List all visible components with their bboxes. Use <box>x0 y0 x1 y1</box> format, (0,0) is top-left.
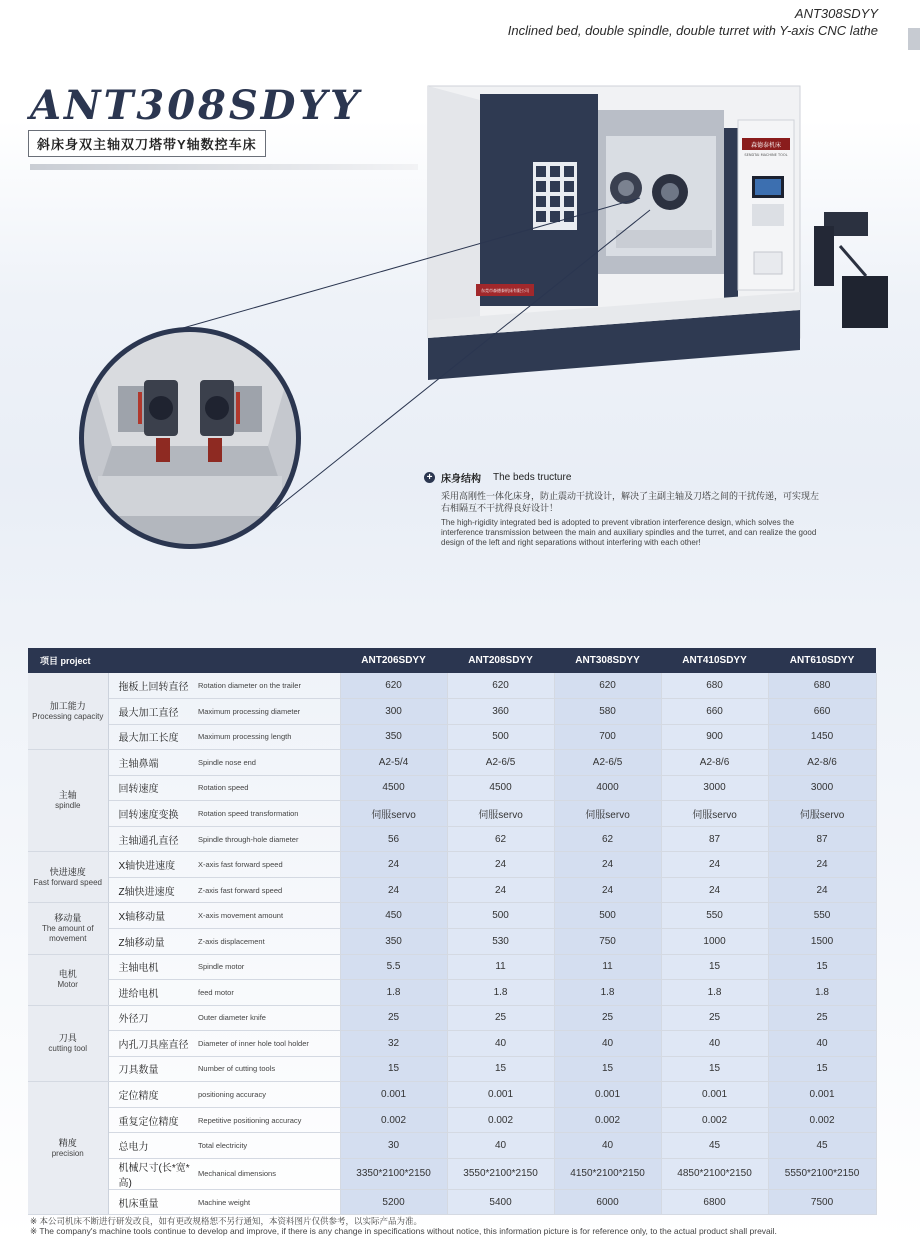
spec-value: 15 <box>554 1056 661 1082</box>
spec-value: 660 <box>768 699 876 725</box>
spec-item-cn: 拖板上回转直径 <box>108 673 198 699</box>
spec-value: 87 <box>768 826 876 852</box>
spec-value: 5.5 <box>340 954 447 980</box>
spec-row <box>28 903 876 929</box>
spec-value: A2-8/6 <box>768 750 876 776</box>
spec-item-cn: 进给电机 <box>108 980 198 1006</box>
spec-group-en: Fast forward speed <box>33 877 102 887</box>
spec-value: 1000 <box>661 928 768 954</box>
spec-value: 620 <box>447 673 554 699</box>
spec-group-cn: 移动量 <box>54 912 82 923</box>
spec-item-cn: 主轴鼻端 <box>108 750 198 776</box>
spec-item-en: Total electricity <box>198 1133 340 1159</box>
spec-group-en: cutting tool <box>48 1043 88 1053</box>
spec-item-en: Rotation diameter on the trailer <box>198 673 340 699</box>
spec-value: 32 <box>340 1031 447 1057</box>
spec-value: 15 <box>768 1056 876 1082</box>
spec-value: 24 <box>340 877 447 903</box>
spec-item-en: Diameter of inner hole tool holder <box>198 1031 340 1057</box>
spec-group-en: The amount of movement <box>41 923 94 943</box>
spec-value: 56 <box>340 826 447 852</box>
spec-item-cn: X轴快进速度 <box>108 852 198 878</box>
spec-value: 550 <box>661 903 768 929</box>
spec-value: 500 <box>447 724 554 750</box>
spec-row <box>28 724 876 750</box>
spec-group-cn: 主轴 <box>58 790 77 801</box>
feature-description-en: The high-rigidity integrated bed is adopted to prevent vibration interference design, which solves the interference transmission between the main and auxiliary spindles and the turret, and can realize the good design of the left and right separations without interfering with each other! <box>441 518 817 547</box>
spec-value: 620 <box>554 673 661 699</box>
spec-group-label <box>28 852 108 903</box>
spec-value: 3550*2100*2150 <box>447 1158 554 1189</box>
model-header: ANT410SDYY <box>661 648 768 673</box>
spec-value: 24 <box>340 852 447 878</box>
spec-item-cn: 重复定位精度 <box>108 1107 198 1133</box>
spec-item-cn: 机床重量 <box>108 1189 198 1215</box>
spec-value: 40 <box>447 1133 554 1159</box>
spec-row <box>28 801 876 827</box>
spec-value: 1.8 <box>768 980 876 1006</box>
spec-group-label <box>28 1082 108 1215</box>
spec-value: 1.8 <box>661 980 768 1006</box>
spec-table <box>28 648 877 1215</box>
spec-row <box>28 1056 876 1082</box>
spec-value: 6800 <box>661 1189 768 1215</box>
spec-value: 7500 <box>768 1189 876 1215</box>
spec-value: 25 <box>340 1005 447 1031</box>
spec-value: 11 <box>447 954 554 980</box>
spec-item-cn: 回转速度 <box>108 775 198 801</box>
model-header: ANT610SDYY <box>768 648 876 673</box>
spec-value: 45 <box>661 1133 768 1159</box>
spec-value: 87 <box>661 826 768 852</box>
spec-item-cn: 刀具数量 <box>108 1056 198 1082</box>
spec-value: 0.002 <box>661 1107 768 1133</box>
spec-item-cn: 定位精度 <box>108 1082 198 1108</box>
spec-value: 3000 <box>661 775 768 801</box>
spec-row <box>28 673 876 699</box>
spec-group-en: spindle <box>55 801 81 811</box>
spec-value: 24 <box>554 877 661 903</box>
spec-item-en: Spindle motor <box>198 954 340 980</box>
product-title-cn: 斜床身双主轴双刀塔带Y轴数控车床 <box>28 130 266 157</box>
spec-value: 0.001 <box>768 1082 876 1108</box>
spec-group-cn: 加工能力 <box>49 700 86 711</box>
spec-value: 40 <box>554 1133 661 1159</box>
spec-value: 4000 <box>554 775 661 801</box>
spec-value: 5200 <box>340 1189 447 1215</box>
spec-row <box>28 775 876 801</box>
spec-value: 900 <box>661 724 768 750</box>
spec-value: 300 <box>340 699 447 725</box>
spec-value: 25 <box>554 1005 661 1031</box>
spec-value: 6000 <box>554 1189 661 1215</box>
spec-group-en: Motor <box>57 980 78 990</box>
spec-row <box>28 1133 876 1159</box>
spec-value: 24 <box>447 877 554 903</box>
spec-value: 40 <box>661 1031 768 1057</box>
panel-brand-label: 森德泰机床 <box>750 142 782 149</box>
spec-item-en: Mechanical dimensions <box>198 1158 340 1189</box>
spec-value: 580 <box>554 699 661 725</box>
spec-row <box>28 699 876 725</box>
spec-value: 伺服servo <box>447 801 554 827</box>
spec-value: 500 <box>554 903 661 929</box>
spec-item-cn: Z轴移动量 <box>108 928 198 954</box>
spec-value: 0.001 <box>554 1082 661 1108</box>
spec-value: 700 <box>554 724 661 750</box>
spec-item-cn: 主轴电机 <box>108 954 198 980</box>
spec-item-cn: 总电力 <box>108 1133 198 1159</box>
spec-value: 750 <box>554 928 661 954</box>
spec-group-label <box>28 954 108 1005</box>
spec-value: 0.001 <box>661 1082 768 1108</box>
spec-item-en: Z-axis fast forward speed <box>198 877 340 903</box>
spec-row <box>28 1189 876 1215</box>
spec-item-en: Spindle nose end <box>198 750 340 776</box>
spec-group-en: Processing capacity <box>32 711 104 721</box>
panel-brand-label-en: SENDTAI MACHINE TOOL <box>744 153 788 157</box>
spec-value: 450 <box>340 903 447 929</box>
spec-value: 350 <box>340 928 447 954</box>
spec-value: 15 <box>661 1056 768 1082</box>
spec-value: 25 <box>768 1005 876 1031</box>
spec-item-cn: 最大加工直径 <box>108 699 198 725</box>
spec-item-cn: 机械尺寸(长*宽*高) <box>108 1158 198 1189</box>
spec-value: 30 <box>340 1133 447 1159</box>
spec-value: 4500 <box>340 775 447 801</box>
spec-value: 40 <box>447 1031 554 1057</box>
spec-value: 24 <box>554 852 661 878</box>
spec-row <box>28 1005 876 1031</box>
spec-item-cn: 主轴通孔直径 <box>108 826 198 852</box>
spec-item-en: Number of cutting tools <box>198 1056 340 1082</box>
spec-row <box>28 852 876 878</box>
project-header: 项目 project <box>28 648 340 673</box>
model-header: ANT308SDYY <box>554 648 661 673</box>
spec-group-cn: 快进速度 <box>49 866 86 877</box>
spec-item-en: Z-axis displacement <box>198 928 340 954</box>
spec-table-body <box>28 673 876 1215</box>
spec-value: 24 <box>661 852 768 878</box>
spec-item-en: Rotation speed <box>198 775 340 801</box>
spec-value: 1.8 <box>340 980 447 1006</box>
spec-row <box>28 1031 876 1057</box>
spec-value: 伺服servo <box>768 801 876 827</box>
spec-value: 24 <box>768 852 876 878</box>
spec-value: 660 <box>661 699 768 725</box>
spec-value: 550 <box>768 903 876 929</box>
spec-value: 0.002 <box>447 1107 554 1133</box>
spec-row <box>28 1107 876 1133</box>
spec-item-cn: 回转速度变换 <box>108 801 198 827</box>
spec-value: 5550*2100*2150 <box>768 1158 876 1189</box>
feature-description-cn: 采用高刚性一体化床身，防止震动干扰设计，解决了主副主轴及刀塔之间的干扰传递，可实现左右相隔互不干扰得良好设计！ <box>441 491 820 513</box>
spec-value: 15 <box>661 954 768 980</box>
spec-value: 0.001 <box>447 1082 554 1108</box>
spec-value: 45 <box>768 1133 876 1159</box>
spec-item-en: X-axis fast forward speed <box>198 852 340 878</box>
spec-group-cn: 精度 <box>58 1137 77 1148</box>
spec-value: 620 <box>340 673 447 699</box>
spec-value: 62 <box>554 826 661 852</box>
spec-group-label <box>28 903 108 954</box>
spec-value: 350 <box>340 724 447 750</box>
spec-value: 25 <box>447 1005 554 1031</box>
spec-row <box>28 954 876 980</box>
spec-group-label <box>28 1005 108 1082</box>
feature-heading <box>424 470 824 485</box>
spec-value: 1.8 <box>447 980 554 1006</box>
spec-value: A2-5/4 <box>340 750 447 776</box>
spec-value: 3350*2100*2150 <box>340 1158 447 1189</box>
spec-row <box>28 1082 876 1108</box>
spec-value: 4500 <box>447 775 554 801</box>
spec-item-en: Machine weight <box>198 1189 340 1215</box>
feature-title-en: The beds tructure <box>493 472 572 483</box>
footer-notes <box>30 1216 777 1236</box>
model-header: ANT206SDYY <box>340 648 447 673</box>
spec-value: 0.002 <box>340 1107 447 1133</box>
plus-circle-icon: + <box>424 472 435 483</box>
product-title: ANT308SDYY <box>30 82 362 129</box>
spec-value: 4850*2100*2150 <box>661 1158 768 1189</box>
spec-row <box>28 750 876 776</box>
spec-value: A2-6/5 <box>554 750 661 776</box>
spec-value: 0.002 <box>768 1107 876 1133</box>
spec-group-en: precision <box>51 1148 84 1158</box>
spec-value: 24 <box>768 877 876 903</box>
spec-row <box>28 877 876 903</box>
spec-value: 伺服servo <box>661 801 768 827</box>
spec-table-header <box>28 648 876 673</box>
spec-value: 15 <box>340 1056 447 1082</box>
spec-value: 1500 <box>768 928 876 954</box>
spec-item-en: feed motor <box>198 980 340 1006</box>
spec-item-cn: 外径刀 <box>108 1005 198 1031</box>
spec-item-en: Rotation speed transformation <box>198 801 340 827</box>
base-plate-label: 东莞市森德泰机床有限公司 <box>481 288 529 293</box>
spec-group-label <box>28 750 108 852</box>
spec-item-en: Spindle through-hole diameter <box>198 826 340 852</box>
spec-value: 24 <box>447 852 554 878</box>
spec-value: 62 <box>447 826 554 852</box>
spec-value: 25 <box>661 1005 768 1031</box>
spec-value: 1450 <box>768 724 876 750</box>
spec-value: 4150*2100*2150 <box>554 1158 661 1189</box>
spec-value: A2-8/6 <box>661 750 768 776</box>
spec-value: 360 <box>447 699 554 725</box>
spec-item-en: Maximum processing length <box>198 724 340 750</box>
spec-value: 40 <box>554 1031 661 1057</box>
spec-row <box>28 826 876 852</box>
spec-group-cn: 刀具 <box>58 1032 77 1043</box>
spec-item-en: Maximum processing diameter <box>198 699 340 725</box>
spec-value: 680 <box>661 673 768 699</box>
spec-value: 5400 <box>447 1189 554 1215</box>
feature-block <box>424 470 824 548</box>
spec-value: 1.8 <box>554 980 661 1006</box>
spec-item-cn: X轴移动量 <box>108 903 198 929</box>
spec-group-cn: 电机 <box>58 969 77 980</box>
spec-value: 伺服servo <box>554 801 661 827</box>
spec-value: 680 <box>768 673 876 699</box>
spec-value: 0.002 <box>554 1107 661 1133</box>
bed-structure-closeup <box>78 326 302 550</box>
spec-item-en: Outer diameter knife <box>198 1005 340 1031</box>
spec-row <box>28 1158 876 1189</box>
spec-value: 3000 <box>768 775 876 801</box>
spec-value: 15 <box>447 1056 554 1082</box>
spec-item-cn: Z轴快进速度 <box>108 877 198 903</box>
spec-value: 伺服servo <box>340 801 447 827</box>
spec-value: 24 <box>661 877 768 903</box>
spec-row <box>28 928 876 954</box>
spec-item-en: Repetitive positioning accuracy <box>198 1107 340 1133</box>
header-model: ANT308SDYY <box>794 6 878 21</box>
spec-item-en: X-axis movement amount <box>198 903 340 929</box>
spec-value: 500 <box>447 903 554 929</box>
spec-row <box>28 980 876 1006</box>
spec-value: 0.001 <box>340 1082 447 1108</box>
footer-note-cn: ※ 本公司机床不断进行研发改良，如有更改规格恕不另行通知，本资料图片仅供参考，以实际产品为准。 <box>30 1216 422 1226</box>
spec-value: 11 <box>554 954 661 980</box>
footer-note-en: ※ The company's machine tools continue to develop and improve, if there is any change in specifications without notice, this information picture is for reference only, to the actual product shall prevail. <box>30 1226 777 1236</box>
spec-value: A2-6/5 <box>447 750 554 776</box>
model-header: ANT208SDYY <box>447 648 554 673</box>
feature-title-cn: 床身结构 <box>441 474 481 485</box>
spec-item-cn: 内孔刀具座直径 <box>108 1031 198 1057</box>
spec-group-label <box>28 673 108 750</box>
spec-value: 15 <box>768 954 876 980</box>
spec-value: 530 <box>447 928 554 954</box>
spec-value: 40 <box>768 1031 876 1057</box>
spec-item-en: positioning accuracy <box>198 1082 340 1108</box>
spec-item-cn: 最大加工长度 <box>108 724 198 750</box>
header-subtitle: Inclined bed, double spindle, double turret with Y-axis CNC lathe <box>507 23 878 38</box>
